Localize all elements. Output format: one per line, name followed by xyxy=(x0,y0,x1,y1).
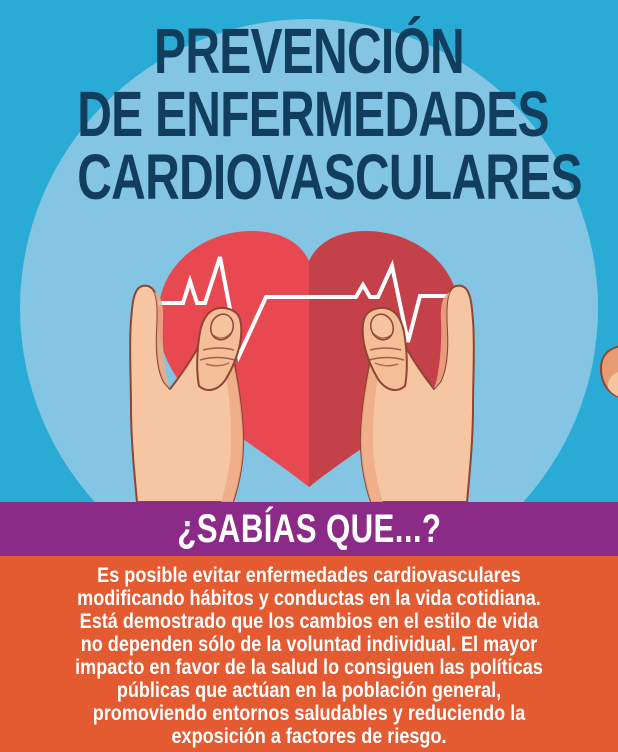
body-line: públicas que actúan en la población general, xyxy=(116,679,502,702)
page-title xyxy=(0,0,618,213)
sabias-que-banner xyxy=(0,502,618,556)
edge-fingertip-icon xyxy=(601,346,618,398)
body-paragraph xyxy=(43,556,574,748)
body-line: Es posible evitar enfermedades cardiovasculares xyxy=(97,564,521,587)
title-line-1: PREVENCIÓN xyxy=(154,15,464,87)
body-line: modificando hábitos y conductas en la vida cotidiana. xyxy=(77,587,541,610)
body-line: no dependen sólo de la voluntad individual. El mayor xyxy=(80,633,538,656)
title-line-2: DE ENFERMEDADES xyxy=(77,78,549,150)
body-line: Está demostrado que los cambios en el estilo de vida xyxy=(79,610,539,633)
title-line-3: CARDIOVASCULARES xyxy=(77,141,582,213)
body-line: exposición a factores de riesgo. xyxy=(171,725,447,748)
body-line: impacto en favor de la salud lo consiguen las políticas xyxy=(75,656,543,679)
body-line: promoviendo entornos saludables y reduciendo la xyxy=(92,702,526,725)
body-section xyxy=(0,556,618,752)
banner-heading: ¿SABÍAS QUE...? xyxy=(176,506,442,551)
